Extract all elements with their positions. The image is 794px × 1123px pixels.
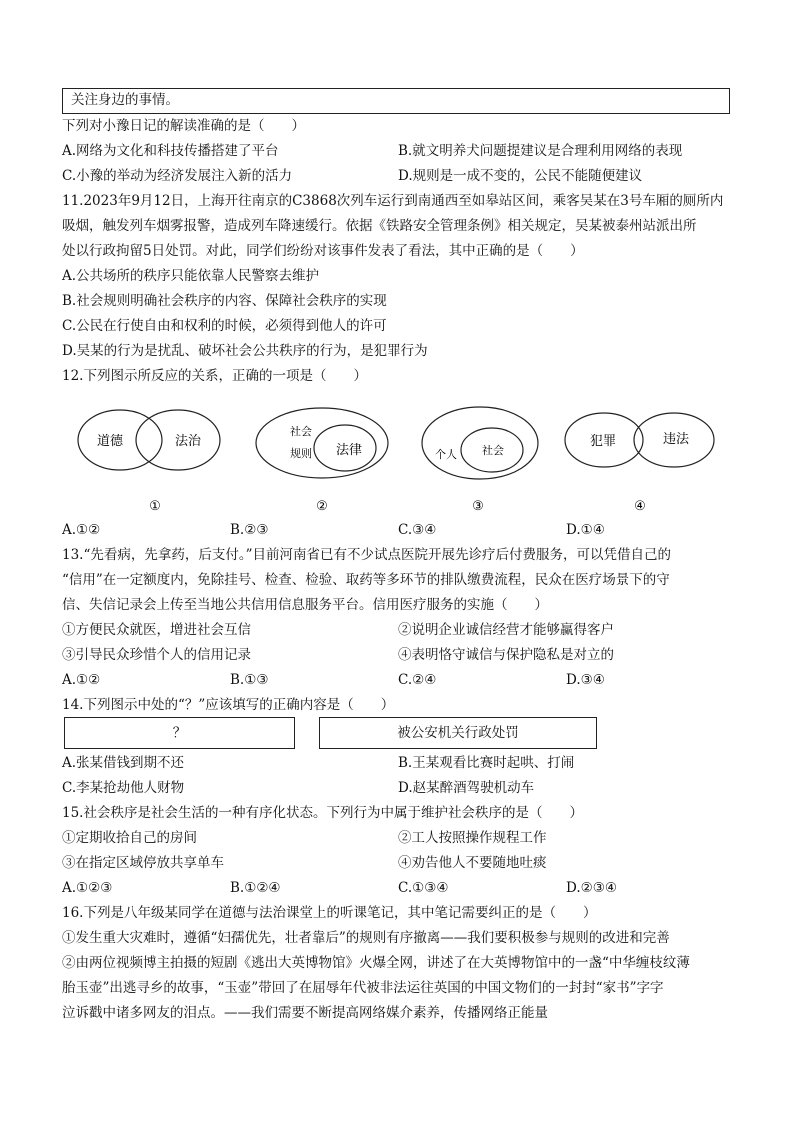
q12-option-a: A.①② xyxy=(62,522,101,538)
q16-note-2-line3: 泣诉戳中诸多网友的泪点。——我们需要不断提高网络媒介素养，传播网络正能量 xyxy=(62,1005,548,1021)
q14-option-a: A.张某借钱到期不还 xyxy=(62,755,185,771)
intro-box xyxy=(62,88,730,114)
diagram2-label-inner: 法律 xyxy=(335,443,363,458)
q14-option-c: C.李某抢劫他人财物 xyxy=(62,780,185,796)
q15-option-d: D.②③④ xyxy=(566,880,617,896)
q13-statement-1: ①方便民众就医，增进社会互信 xyxy=(62,622,251,638)
q14-option-d: D.赵某醉酒驾驶机动车 xyxy=(398,780,535,796)
diagram4-label-right: 违法 xyxy=(662,432,690,447)
q13-option-c: C.②④ xyxy=(398,672,437,688)
diagram2-number: ② xyxy=(316,499,328,514)
diagram3-outer-circle xyxy=(422,407,538,479)
diagram2-label-outer1: 社会 xyxy=(290,425,312,438)
q12-option-d: D.①④ xyxy=(566,522,605,538)
q14-box-question xyxy=(64,717,295,749)
q11-stem-line3: 处以行政拘留5日处罚。对此，同学们纷纷对该事件发表了看法，其中正确的是（ ） xyxy=(62,243,584,259)
q16-note-2-line1: ②由两位视频博主拍摄的短剧《逃出大英博物馆》火爆全网，讲述了在大英博物馆中的一盏“中华缠枝纹薄 xyxy=(62,955,690,971)
q10-option-d: D.规则是一成不变的，公民不能随便建议 xyxy=(398,168,643,184)
q12-diagrams xyxy=(60,398,730,518)
q12-option-b: B.②③ xyxy=(230,522,269,538)
diagram4-number: ④ xyxy=(634,499,646,514)
q13-stem-line2: “信用”在一定额度内，免除挂号、检查、检验、取药等多环节的排队缴费流程，民众在医疗场景下的守 xyxy=(62,572,670,588)
q16-stem: 16.下列是八年级某同学在道德与法治课堂上的听课笔记，其中笔记需要纠正的是（ ） xyxy=(62,905,597,921)
intro-text: 关注身边的事情。 xyxy=(71,92,179,108)
q15-statement-2: ②工人按照操作规程工作 xyxy=(398,830,547,846)
diagram1-number: ① xyxy=(149,499,161,514)
diagram3-label-inner: 社会 xyxy=(482,444,504,457)
q13-statement-4: ④表明恪守诚信与保护隐私是对立的 xyxy=(398,647,614,663)
q15-option-c: C.①③④ xyxy=(398,880,449,896)
q11-option-a: A.公共场所的秩序只能依靠人民警察去维护 xyxy=(62,268,320,284)
q14-stem: 14.下列图示中处的“？”应该填写的正确内容是（ ） xyxy=(62,697,395,713)
q14-box-question-text: ？ xyxy=(172,725,187,741)
q15-statement-3: ③在指定区域停放共享单车 xyxy=(62,855,224,871)
q12-stem: 12.下列图示所反应的关系，正确的一项是（ ） xyxy=(62,368,367,384)
q14-option-b: B.王某观看比赛时起哄、打闹 xyxy=(398,755,575,771)
diagram1-label-left: 道德 xyxy=(96,434,124,449)
q15-statement-1: ①定期收拾自己的房间 xyxy=(62,830,197,846)
diagram4-label-left: 犯罪 xyxy=(589,434,617,449)
diagram3-number: ③ xyxy=(472,499,484,514)
q10-option-c: C.小豫的举动为经济发展注入新的活力 xyxy=(62,168,293,184)
q10-stem: 下列对小豫日记的解读准确的是（ ） xyxy=(62,118,305,134)
q11-stem-line1: 11.2023年9月12日，上海开往南京的C3868次列车运行到南通西至如皋站区间，乘客吴某在3号车厢的厕所内 xyxy=(62,193,724,209)
q10-option-a: A.网络为文化和科技传播搭建了平台 xyxy=(62,143,279,159)
q14-box-penalty-text: 被公安机关行政处罚 xyxy=(397,725,519,741)
q11-stem-line2: 吸烟，触发列车烟雾报警，造成列车降速缓行。依据《铁路安全管理条例》相关规定，吴某被泰州站派出所 xyxy=(62,218,697,234)
q16-note-2-line2: 胎玉壶”出逃寻乡的故事，“玉壶”带回了在屈辱年代被非法运往英国的中国文物们的一封封“家书”字字 xyxy=(62,980,664,996)
diagram3-label-outer: 个人 xyxy=(435,448,457,461)
q13-statement-3: ③引导民众珍惜个人的信用记录 xyxy=(62,647,251,663)
q12-option-c: C.③④ xyxy=(398,522,437,538)
q11-option-c: C.公民在行使自由和权利的时候，必须得到他人的许可 xyxy=(62,318,387,334)
q15-option-b: B.①②④ xyxy=(230,880,281,896)
diagram2-label-outer2: 规则 xyxy=(290,447,312,460)
q16-note-1: ①发生重大灾难时，遵循“妇孺优先，壮者靠后”的规则有序撤离——我们要积极参与规则的改进和完善 xyxy=(62,930,670,946)
q14-box-penalty xyxy=(319,717,597,749)
q13-option-a: A.①② xyxy=(62,672,101,688)
q13-option-d: D.③④ xyxy=(566,672,605,688)
q13-stem-line1: 13.“先看病，先拿药，后支付。”目前河南省已有不少试点医院开展先诊疗后付费服务，可以凭借自己的 xyxy=(62,547,672,563)
q15-stem: 15.社会秩序是社会生活的一种有序化状态。下列行为中属于维护社会秩序的是（ ） xyxy=(62,805,583,821)
q15-option-a: A.①②③ xyxy=(62,880,113,896)
q13-stem-line3: 信、失信记录会上传至当地公共信用信息服务平台。信用医疗服务的实施（ ） xyxy=(62,597,548,613)
q10-option-b: B.就文明养犬问题提建议是合理利用网络的表现 xyxy=(398,143,683,159)
q15-statement-4: ④劝告他人不要随地吐痰 xyxy=(398,855,547,871)
q11-option-d: D.吴某的行为是扰乱、破坏社会公共秩序的行为，是犯罪行为 xyxy=(62,343,428,359)
diagram2-outer-circle xyxy=(256,408,388,478)
q13-statement-2: ②说明企业诚信经营才能够赢得客户 xyxy=(398,622,614,638)
diagram1-label-right: 法治 xyxy=(174,434,202,449)
q11-option-b: B.社会规则明确社会秩序的内容、保障社会秩序的实现 xyxy=(62,293,387,309)
q13-option-b: B.①③ xyxy=(230,672,269,688)
